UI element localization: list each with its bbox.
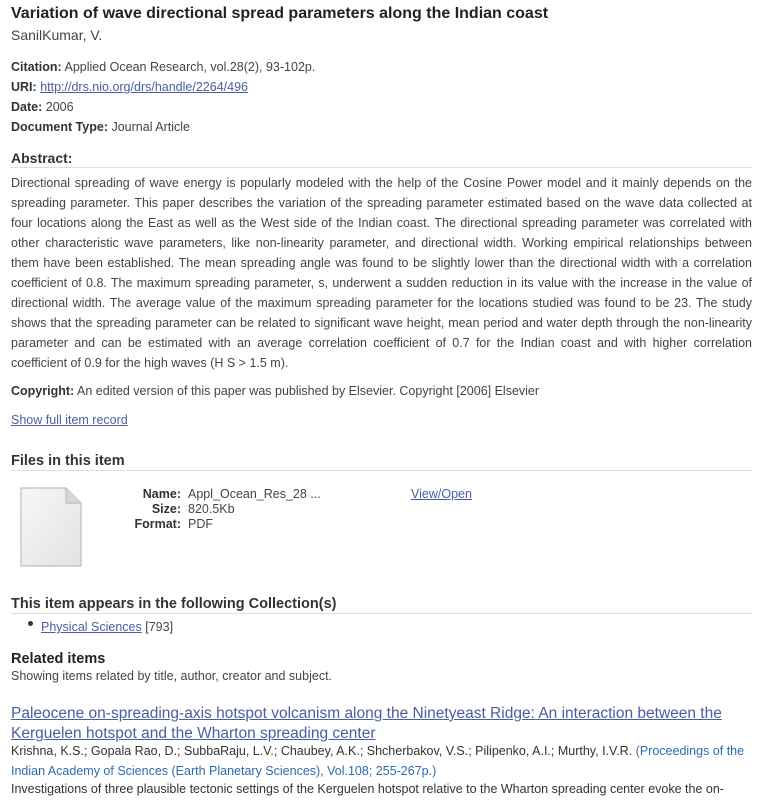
list-bullet: [28, 621, 33, 626]
citation-field: [11, 60, 315, 74]
file-name-value: Appl_Ocean_Res_28 ...: [188, 487, 321, 501]
item-author: SanilKumar, V.: [11, 27, 103, 43]
file-values: [188, 487, 321, 532]
uri-label: URI:: [11, 80, 37, 94]
doctype-label: Document Type:: [11, 120, 108, 134]
item-title: Variation of wave directional spread parameters along the Indian coast: [11, 5, 549, 22]
uri-link[interactable]: http://drs.nio.org/drs/handle/2264/496: [40, 80, 248, 94]
file-size-value: 820.5Kb: [188, 502, 235, 516]
citation-value: Applied Ocean Research, vol.28(2), 93-102p.: [64, 60, 316, 74]
collection-link[interactable]: Physical Sciences: [41, 620, 142, 634]
file-size-label: Size:: [151, 502, 181, 516]
doctype-field: [11, 120, 190, 134]
view-open-link[interactable]: View/Open: [411, 487, 472, 501]
uri-field: [11, 80, 248, 94]
collections-heading: This item appears in the following Collection(s): [11, 596, 752, 614]
related-item-authors: [11, 742, 752, 781]
related-item-publication: (Proceedings of the Indian Academy of Sciences (Earth Planetary Sciences), Vol.108; 255-267p.): [11, 744, 745, 778]
citation-label: Citation:: [11, 60, 62, 74]
collection-count: [793]: [145, 620, 174, 634]
file-name-label: Name:: [142, 487, 181, 501]
collection-item: [41, 620, 173, 634]
copyright-value: An edited version of this paper was published by Elsevier. Copyright [2006] Elsevier: [76, 384, 540, 398]
copyright-field: [11, 384, 539, 398]
show-full-record-link[interactable]: Show full item record: [11, 413, 128, 427]
document-icon[interactable]: [20, 487, 82, 567]
related-subheading: Showing items related by title, author, creator and subject.: [11, 669, 333, 683]
related-heading: Related items: [11, 651, 106, 667]
related-item-abstract: Investigations of three plausible tectonic settings of the Kerguelen hotspot relative to the Wharton spreading center evoke the on-: [11, 782, 724, 796]
related-item-title-link[interactable]: Paleocene on-spreading-axis hotspot volcanism along the Ninetyeast Ridge: An interaction between the Kerguelen hotspot and the Wharton spreading center: [11, 705, 722, 742]
files-heading: Files in this item: [11, 453, 752, 471]
file-format-label: Format:: [134, 517, 181, 531]
date-value: 2006: [45, 100, 74, 114]
doctype-value: Journal Article: [111, 120, 190, 134]
related-item-author-list: Krishna, K.S.; Gopala Rao, D.; SubbaRaju, L.V.; Chaubey, A.K.; Shcherbakov, V.S.; Pilipenko, A.I.; Murthy, I.V.R.: [11, 744, 633, 758]
date-field: [11, 100, 74, 114]
copyright-label: Copyright:: [11, 384, 75, 398]
abstract-text: Directional spreading of wave energy is popularly modeled with the help of the Cosine Power model and it mainly depends on the spreading parameter. This paper describes the variation of the spreading parameter estimated based on the wave data collected at four locations along the East as well as the West side of the Indian coast. The directional spreading parameter was correlated with other characteristic wave parameters, like non-linearity parameter, and directional width. Working empirical relationships between them have been established. The mean spreading angle was found to be slightly lower than the directional width with a correlation coefficient of 0.8. The maximum spreading parameter, s, underwent a sudden reduction in its value with the increase in the value of directional width. The average value of the maximum spreading parameter for the locations studied was found to be 23. The study shows that the spreading parameter can be related to significant wave height, mean period and water depth through the non-linearity parameter and can be estimated with an average correlation coefficient of 0.7 for the Indian coast and with higher correlation coefficient of 0.9 for the high waves (H S > 1.5 m).: [11, 176, 752, 370]
abstract-heading: Abstract:: [11, 150, 752, 168]
file-format-value: PDF: [188, 517, 213, 531]
date-label: Date:: [11, 100, 43, 114]
